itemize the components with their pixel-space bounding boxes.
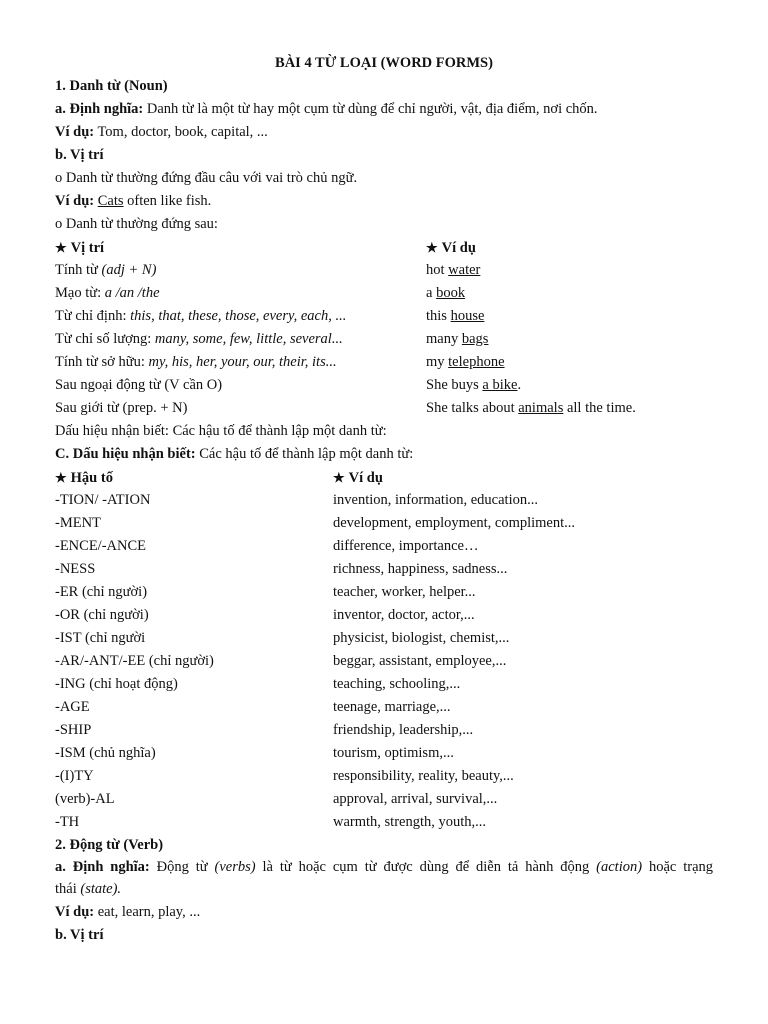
verb-position-heading: b. Vị trí bbox=[55, 927, 104, 943]
table-row bbox=[55, 512, 713, 535]
example-underlined: house bbox=[450, 308, 485, 324]
position-text: Tính từ bbox=[55, 262, 102, 278]
suffix-examples-cell: tourism, optimism,... bbox=[333, 745, 454, 761]
noun-definition bbox=[55, 98, 713, 121]
suffix-examples-cell: warmth, strength, youth,... bbox=[333, 814, 487, 830]
suffix-cell: -TH bbox=[55, 814, 80, 830]
star-icon: ★ bbox=[426, 240, 438, 255]
position-italic: this, that, these, those, every, each, ... bbox=[130, 308, 347, 324]
position-italic: my, his, her, your, our, their, its... bbox=[148, 354, 337, 370]
table-row bbox=[55, 558, 713, 581]
suffix-examples-cell: responsibility, reality, beauty,... bbox=[333, 768, 514, 784]
suffix-examples-cell: teaching, schooling,... bbox=[333, 676, 461, 692]
suffix-cell: -MENT bbox=[55, 515, 101, 531]
definition-text: Động từ bbox=[149, 859, 215, 875]
position-italic: many, some, few, little, several... bbox=[154, 331, 343, 347]
suffix-examples-cell: difference, importance… bbox=[333, 538, 479, 554]
suffix-cell: (verb)-AL bbox=[55, 791, 115, 807]
noun-position-line-2: o Danh từ thường đứng sau: bbox=[55, 216, 218, 232]
document-page bbox=[55, 52, 713, 947]
suffix-examples-cell: invention, information, education... bbox=[333, 492, 538, 508]
table-row bbox=[55, 374, 713, 397]
definition-text: hoặc trạng bbox=[642, 859, 714, 875]
example-pre: my bbox=[426, 354, 449, 370]
suffix-examples-cell: development, employment, compliment... bbox=[333, 515, 576, 531]
position-italic: (adj + N) bbox=[101, 262, 157, 278]
example-cell bbox=[426, 259, 480, 282]
example-pre: a bbox=[426, 285, 437, 301]
position-text: Sau giới từ (prep. + N) bbox=[55, 400, 188, 416]
suffix-cell: -OR (chỉ người) bbox=[55, 607, 149, 623]
table-row bbox=[55, 765, 713, 788]
table-row bbox=[55, 696, 713, 719]
example-rest: often like fish. bbox=[123, 193, 212, 209]
sign-label: C. Dấu hiệu nhận biết: bbox=[55, 446, 196, 462]
star-icon: ★ bbox=[55, 240, 67, 255]
position-cell bbox=[55, 397, 426, 420]
table-row bbox=[55, 581, 713, 604]
position-column-header: Vị trí bbox=[70, 240, 105, 256]
table-row bbox=[55, 742, 713, 765]
noun-position-heading: b. Vị trí bbox=[55, 147, 104, 163]
position-text: Từ chỉ số lượng: bbox=[55, 331, 155, 347]
example-post: . bbox=[517, 377, 522, 393]
position-cell bbox=[55, 351, 426, 374]
suffix-cell: -AR/-ANT/-EE (chỉ người) bbox=[55, 653, 214, 669]
table-row bbox=[55, 788, 713, 811]
suffix-examples-cell: beggar, assistant, employee,... bbox=[333, 653, 507, 669]
noun-example bbox=[55, 121, 713, 144]
table-row bbox=[55, 811, 713, 834]
position-cell bbox=[55, 374, 426, 397]
suffix-cell: -ER (chỉ người) bbox=[55, 584, 148, 600]
example-pre: hot bbox=[426, 262, 449, 278]
example-label: Ví dụ: bbox=[55, 904, 95, 920]
example-cell bbox=[426, 305, 484, 328]
star-icon: ★ bbox=[333, 470, 345, 485]
example-underlined: animals bbox=[518, 400, 564, 416]
table-row bbox=[55, 673, 713, 696]
table-row bbox=[55, 397, 713, 420]
suffix-examples-cell: friendship, leadership,... bbox=[333, 722, 474, 738]
table-row bbox=[55, 351, 713, 374]
table-row bbox=[55, 719, 713, 742]
definition-term: (action) bbox=[596, 859, 643, 875]
suffix-examples-cell: teacher, worker, helper... bbox=[333, 584, 476, 600]
example-pre: this bbox=[426, 308, 451, 324]
position-text: Sau ngoại động từ (V cần O) bbox=[55, 377, 223, 393]
table-row bbox=[55, 282, 713, 305]
suffix-cell: -TION/ -ATION bbox=[55, 492, 151, 508]
table-row bbox=[55, 489, 713, 512]
example-pre: She talks about bbox=[426, 400, 519, 416]
definition-text: Danh từ là một từ hay một cụm từ dùng để chỉ người, vật, địa điểm, nơi chốn. bbox=[143, 101, 598, 117]
suffix-examples-cell: physicist, biologist, chemist,... bbox=[333, 630, 510, 646]
definition-term: (verbs) bbox=[214, 859, 256, 875]
suffix-column-header: Hậu tố bbox=[70, 470, 113, 486]
position-cell bbox=[55, 282, 426, 305]
position-cell bbox=[55, 305, 426, 328]
definition-term: (state). bbox=[80, 881, 122, 897]
suffix-examples-cell: inventor, doctor, actor,... bbox=[333, 607, 475, 623]
suffix-cell: -AGE bbox=[55, 699, 90, 715]
suffix-examples-cell: approval, arrival, survival,... bbox=[333, 791, 498, 807]
example-word: Cats bbox=[97, 193, 124, 209]
definition-text: thái bbox=[55, 881, 81, 897]
sign-text: Các hậu tố để thành lập một danh từ: bbox=[195, 446, 414, 462]
position-italic: a /an /the bbox=[104, 285, 160, 301]
example-text: eat, learn, play, ... bbox=[94, 904, 201, 920]
example-pre: many bbox=[426, 331, 462, 347]
table-row bbox=[55, 650, 713, 673]
table-row bbox=[55, 627, 713, 650]
star-icon: ★ bbox=[55, 470, 67, 485]
suffix-cell: -(I)TY bbox=[55, 768, 94, 784]
noun-position-line-1: o Danh từ thường đứng đầu câu với vai trò chủ ngữ. bbox=[55, 170, 358, 186]
position-cell bbox=[55, 259, 426, 282]
suffix-example-column-header: Ví dụ bbox=[348, 470, 383, 486]
verb-example bbox=[55, 901, 713, 924]
suffix-cell: -ENCE/-ANCE bbox=[55, 538, 147, 554]
example-cell bbox=[426, 397, 636, 420]
example-underlined: book bbox=[436, 285, 466, 301]
verb-definition-cont bbox=[55, 878, 713, 901]
example-underlined: bags bbox=[461, 331, 489, 347]
example-pre: She buys bbox=[426, 377, 483, 393]
definition-label: a. Định nghĩa: bbox=[55, 859, 150, 875]
table-row bbox=[55, 328, 713, 351]
noun-example-2 bbox=[55, 190, 713, 213]
position-text: Từ chỉ định: bbox=[55, 308, 131, 324]
suffix-table-header bbox=[55, 466, 713, 489]
verb-definition bbox=[55, 857, 713, 878]
table-row bbox=[55, 604, 713, 627]
suffix-examples-cell: teenage, marriage,... bbox=[333, 699, 451, 715]
definition-label: a. Định nghĩa: bbox=[55, 101, 144, 117]
suffix-examples-cell: richness, happiness, sadness... bbox=[333, 561, 508, 577]
example-cell bbox=[426, 351, 505, 374]
noun-heading: 1. Danh từ (Noun) bbox=[55, 78, 168, 94]
example-underlined: a bike bbox=[482, 377, 518, 393]
example-text: Tom, doctor, book, capital, ... bbox=[94, 124, 268, 140]
example-cell bbox=[426, 374, 521, 397]
page-title: BÀI 4 TỪ LOẠI (WORD FORMS) bbox=[275, 55, 493, 71]
example-cell bbox=[426, 282, 465, 305]
position-text: Tính từ sở hữu: bbox=[55, 354, 149, 370]
sign-line-plain: Dấu hiệu nhận biết: Các hậu tố để thành lập một danh từ: bbox=[55, 423, 387, 439]
suffix-cell: -IST (chỉ người bbox=[55, 630, 146, 646]
verb-heading: 2. Động từ (Verb) bbox=[55, 837, 164, 853]
example-underlined: telephone bbox=[448, 354, 505, 370]
example-column-header: Ví dụ bbox=[441, 240, 476, 256]
position-cell bbox=[55, 328, 426, 351]
table-row bbox=[55, 535, 713, 558]
example-label: Ví dụ: bbox=[55, 193, 95, 209]
example-underlined: water bbox=[448, 262, 481, 278]
table-row bbox=[55, 305, 713, 328]
suffix-cell: -SHIP bbox=[55, 722, 92, 738]
position-text: Mạo từ: bbox=[55, 285, 105, 301]
sign-line bbox=[55, 443, 713, 466]
example-cell bbox=[426, 328, 488, 351]
suffix-cell: -NESS bbox=[55, 561, 96, 577]
definition-text: là từ hoặc cụm từ được dùng để diễn tả hành động bbox=[255, 859, 597, 875]
suffix-cell: -ING (chỉ hoạt động) bbox=[55, 676, 178, 692]
example-label: Ví dụ: bbox=[55, 124, 95, 140]
suffix-table bbox=[55, 489, 713, 834]
position-table-header bbox=[55, 236, 713, 259]
position-table bbox=[55, 259, 713, 420]
table-row bbox=[55, 259, 713, 282]
example-post: all the time. bbox=[563, 400, 636, 416]
suffix-cell: -ISM (chủ nghĩa) bbox=[55, 745, 156, 761]
